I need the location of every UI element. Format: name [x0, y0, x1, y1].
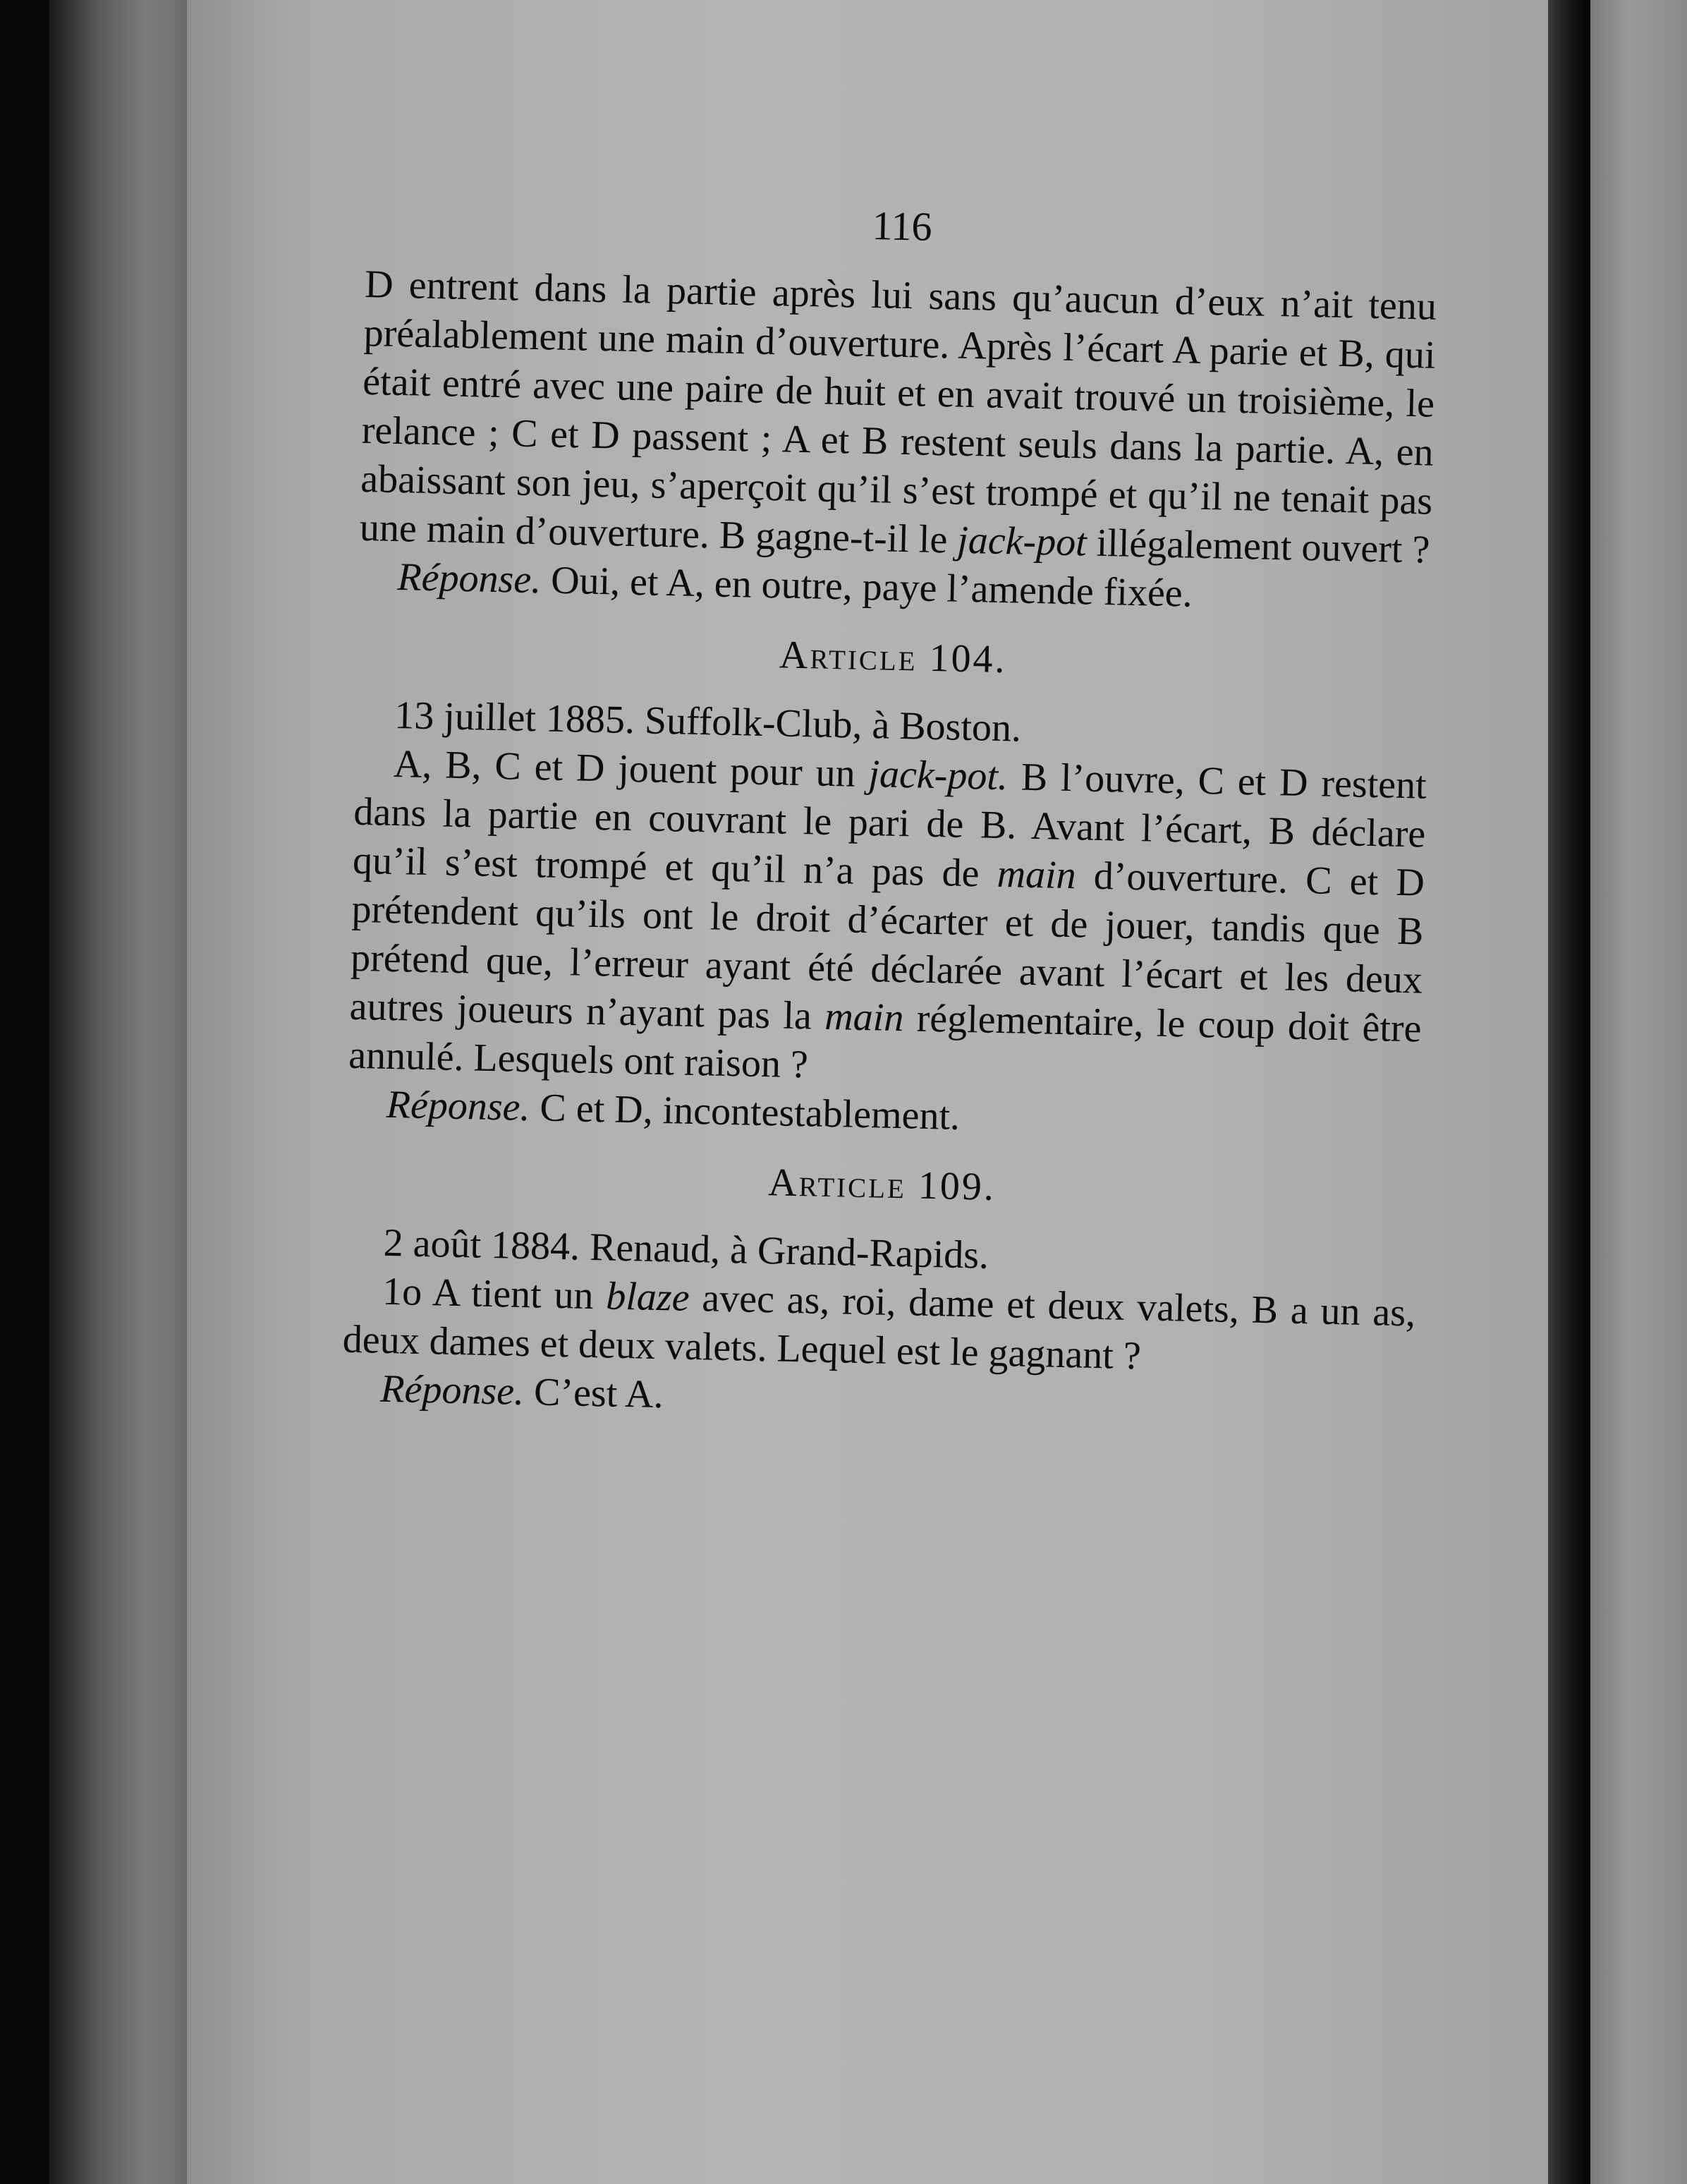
answer-3-label: Réponse. — [379, 1366, 525, 1414]
answer-1-label: Réponse. — [396, 555, 542, 602]
article-104-text-2: B l’ouvre, C et D restent dans la partie en couvrant le pari de B. Avant l’écart, B déclare qu’il s’est trompé et qu’il n’a pas de — [352, 755, 1427, 896]
answer-1-text: Oui, et A, en outre, paye l’amende fixée. — [540, 558, 1193, 616]
article-104-italic-3: main — [824, 994, 904, 1041]
answer-2-label: Réponse. — [386, 1082, 531, 1130]
article-109-text-2: avec as, roi, dame et deux valets, B a un as, deux dames et deux valets. Lequel est le gagnant ? — [342, 1275, 1416, 1378]
article-104-italic-2: main — [997, 851, 1077, 898]
page-gutter — [1548, 0, 1590, 2184]
page-number: 116 — [872, 202, 933, 250]
opening-paragraph — [359, 260, 1437, 575]
opening-paragraph-italic: jack-pot — [956, 518, 1088, 565]
article-109-italic: blaze — [605, 1274, 690, 1320]
article-104-text-1: A, B, C et D jouent pour un — [393, 741, 870, 796]
page-text — [341, 190, 1439, 1435]
answer-3-text: C’est A. — [523, 1370, 664, 1417]
answer-2-text: C et D, incontestablement. — [529, 1086, 961, 1139]
opening-paragraph-text: D entrent dans la partie après lui sans qu’aucun d’eux n’ait tenu préalablement une main d’ouverture. Après l’écart A parie et B, qui était entré avec une paire de huit et en avait trouvé un troisième, le relance ; C et D passent ; A et B restent seuls dans la partie. A, en abaissant son jeu, s’aperçoit qu’il s’est trompé et qu’il ne tenait pas une main d’ouverture. B gagne-t-il le — [359, 262, 1437, 562]
adjacent-page-edge — [1590, 0, 1687, 2184]
article-104-text-4: réglementaire, le coup doit être annulé. Lesquels ont raison ? — [348, 996, 1423, 1087]
article-104-title: Article 104. — [779, 633, 1008, 682]
article-104-italic-1: jack-pot. — [867, 752, 1009, 799]
article-109-title: Article 109. — [767, 1160, 997, 1209]
article-104-date: 13 juillet 1885. Suffolk-Club, à Boston. — [394, 693, 1022, 751]
article-104-body — [348, 739, 1427, 1103]
article-109-date: 2 août 1884. Renaud, à Grand-Rapids. — [383, 1220, 989, 1278]
article-109-text-1: 1o A tient un — [382, 1269, 607, 1318]
article-104-text-3: d’ouverture. C et D prétendent qu’ils ont le droit d’écarter et de jouer, tandis que B prétend que, l’erreur ayant été déclarée avant l’écart et les deux autres joueurs n’ayant pas la — [349, 854, 1425, 1038]
opening-paragraph-end: illégalement ouvert ? — [1086, 521, 1430, 572]
book-binding — [49, 0, 190, 2184]
